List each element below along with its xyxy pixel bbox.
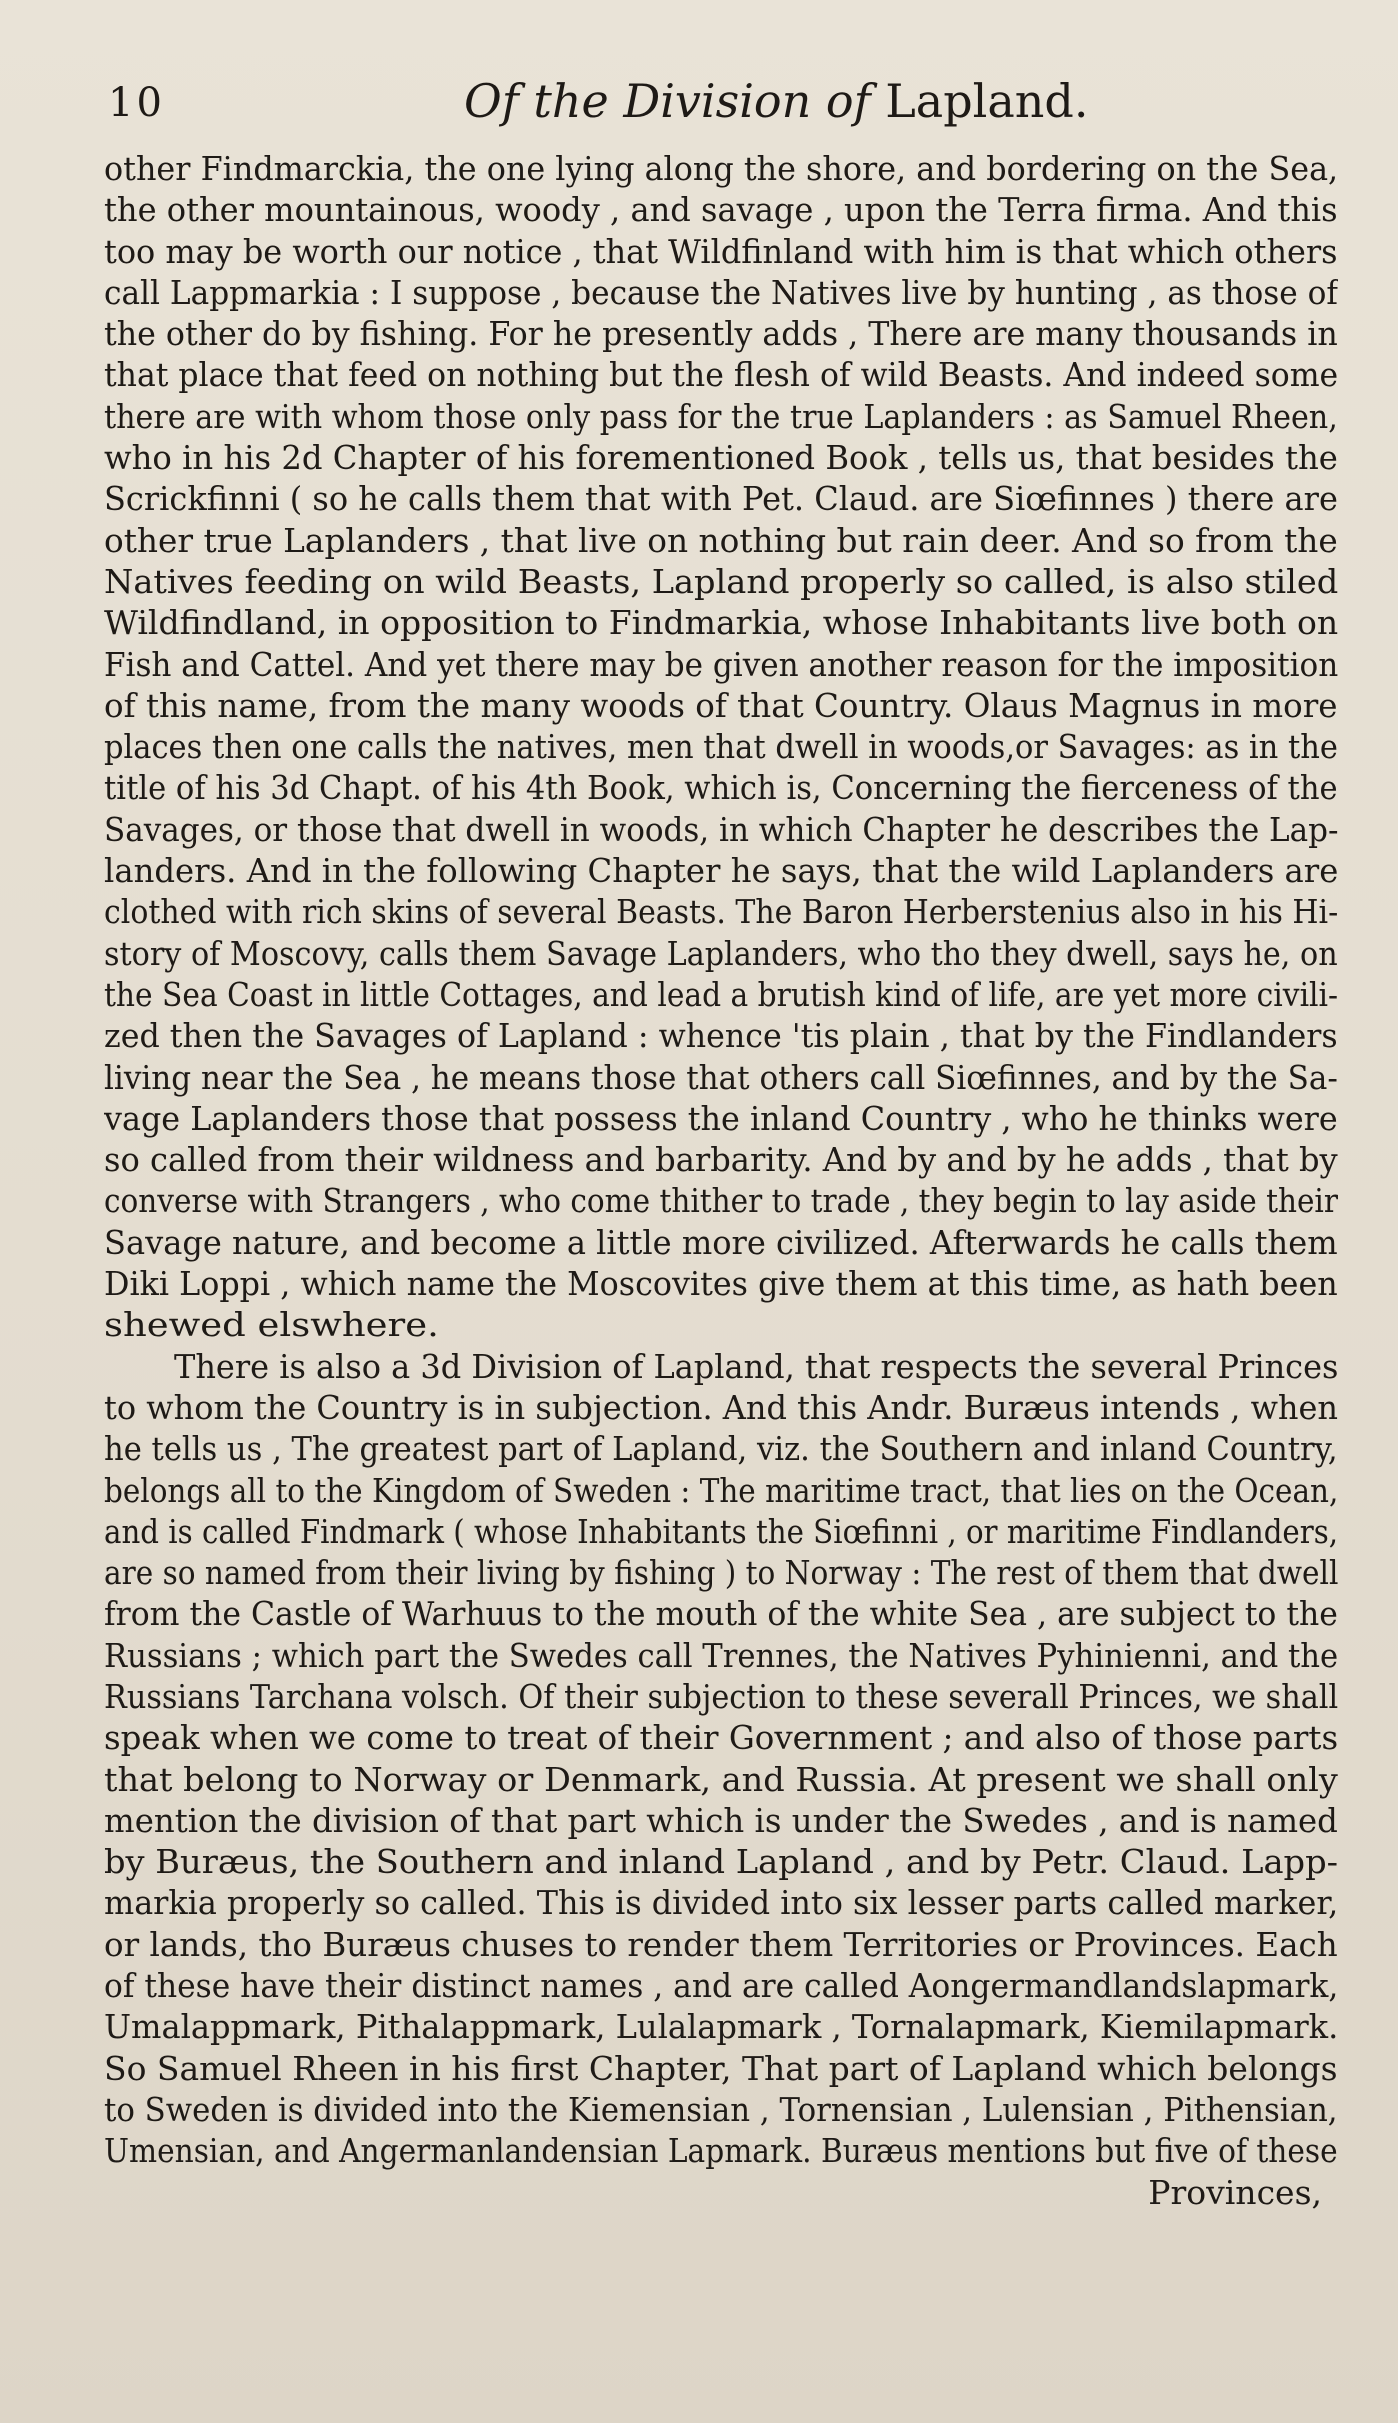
text-line: he tells us , The greatest part of Lapland, viz. the Southern and inland Country, <box>104 1429 1338 1469</box>
text-line: Russians ; which part the Swedes call Trennes, the Natives Pyhinienni, and the <box>104 1635 1338 1675</box>
text-line: So Samuel Rheen in his first Chapter, That part of Lapland which belongs <box>104 2048 1338 2088</box>
text-line: other true Laplanders , that live on nothing but rain deer. And so from the <box>104 520 1338 560</box>
text-line: Wildfindland, in opposition to Findmarkia, whose Inhabitants live both on <box>104 603 1338 643</box>
text-line: call Lappmarkia : I suppose , because the Natives live by hunting , as those of <box>104 272 1338 312</box>
text-line: belongs all to the Kingdom of Sweden : The maritime tract, that lies on the Ocean, <box>104 1470 1338 1510</box>
text-line: Umalappmark, Pithalappmark, Lulalapmark , Tornalapmark, Kiemilapmark. <box>104 2007 1338 2047</box>
text-line: Fish and Cattel. And yet there may be given another reason for the imposition <box>104 644 1338 684</box>
text-line: from the Castle of Warhuus to the mouth of the white Sea , are subject to the <box>104 1594 1338 1634</box>
running-title <box>464 74 1088 128</box>
text-line: vage Laplanders those that possess the inland Country , who he thinks were <box>104 1098 1338 1138</box>
text-line: to Sweden is divided into the Kiemensian , Tornensian , Lulensian , Pithensian, <box>104 2089 1338 2129</box>
text-line: mention the division of that part which is under the Swedes , and is named <box>104 1800 1338 1840</box>
text-line: so called from their wildness and barbarity. And by and by he adds , that by <box>104 1140 1338 1180</box>
catchword: Provinces, <box>1148 2172 1322 2212</box>
running-title-italic: Of the Division of <box>464 74 871 128</box>
text-line: living near the Sea , he means those that others call Siœfinnes, and by the Sa- <box>104 1057 1338 1097</box>
text-line: Scrickfinni ( so he calls them that with Pet. Claud. are Siœfinnes ) there are <box>104 479 1338 519</box>
text-line: by Buræus, the Southern and inland Lapland , and by Petr. Claud. Lapp- <box>104 1842 1338 1882</box>
text-line: to whom the Country is in subjection. And this Andr. Buræus intends , when <box>104 1387 1338 1427</box>
text-line: converse with Strangers , who come thither to trade , they begin to lay aside their <box>104 1181 1338 1221</box>
text-line: and is called Findmark ( whose Inhabitants the Siœfinni , or maritime Findlanders, <box>104 1511 1338 1551</box>
text-line: shewed elswhere. <box>104 1305 439 1345</box>
text-line: the other mountainous, woody , and savage , upon the Terra firma. And this <box>104 190 1338 230</box>
text-line: the other do by fishing. For he presently adds , There are many thousands in <box>104 314 1338 354</box>
text-line: zed then the Savages of Lapland : whence 'tis plain , that by the Findlanders <box>104 1016 1338 1056</box>
text-line: title of his 3d Chapt. of his 4th Book, which is, Concerning the fierceness of the <box>104 768 1338 808</box>
text-line: who in his 2d Chapter of his forementioned Book , tells us, that besides the <box>104 438 1338 478</box>
text-line: of this name, from the many woods of that Country. Olaus Magnus in more <box>104 685 1338 725</box>
text-line: or lands, tho Buræus chuses to render them Territories or Provinces. Each <box>104 1924 1338 1964</box>
text-line: Savages, or those that dwell in woods, in which Chapter he describes the Lap- <box>104 809 1338 849</box>
text-line: of these have their distinct names , and are called Aongermandlandslapmark, <box>104 1966 1338 2006</box>
text-line: other Findmarckia, the one lying along the shore, and bordering on the Sea, <box>104 149 1338 188</box>
text-line: that place that feed on nothing but the flesh of wild Beasts. And indeed some <box>104 355 1338 395</box>
text-line: Russians Tarchana volsch. Of their subjection to these severall Princes, we shall <box>104 1676 1338 1716</box>
text-line: clothed with rich skins of several Beasts. The Baron Herberstenius also in his Hi- <box>104 892 1338 932</box>
page-header <box>104 70 1338 140</box>
text-line: places then one calls the natives, men that dwell in woods,or Savages: as in the <box>104 727 1338 767</box>
text-line: speak when we come to treat of their Government ; and also of those parts <box>104 1718 1338 1758</box>
text-line: there are with whom those only pass for the true Laplanders : as Samuel Rheen, <box>104 396 1338 436</box>
text-line: landers. And in the following Chapter he says, that the wild Laplanders are <box>104 851 1338 891</box>
text-body <box>104 148 1338 2213</box>
text-line: Savage nature, and become a little more civilized. Afterwards he calls them <box>104 1222 1338 1262</box>
text-line: that belong to Norway or Denmark, and Russia. At present we shall only <box>104 1759 1338 1799</box>
paragraph-start-line: There is also a 3d Division of Lapland, that respects the several Princes <box>174 1346 1338 1386</box>
text-line: are so named from their living by fishing ) to Norway : The rest of them that dwell <box>104 1553 1338 1593</box>
text-line: the Sea Coast in little Cottages, and lead a brutish kind of life, are yet more civili- <box>104 974 1338 1014</box>
text-line: story of Moscovy, calls them Savage Laplanders, who tho they dwell, says he, on <box>104 933 1338 973</box>
text-line: Natives feeding on wild Beasts, Lapland properly so called, is also stiled <box>104 561 1338 601</box>
text-line: Diki Loppi , which name the Moscovites give them at this time, as hath been <box>104 1264 1338 1304</box>
running-title-roman: Lapland. <box>885 74 1089 128</box>
text-line: markia properly so called. This is divided into six lesser parts called marker, <box>104 1883 1338 1923</box>
text-line: Umensian, and Angermanlandensian Lapmark. Buræus mentions but five of these <box>104 2131 1338 2171</box>
text-line: too may be worth our notice , that Wildfinland with him is that which others <box>104 231 1338 271</box>
page-number: 10 <box>108 80 165 126</box>
